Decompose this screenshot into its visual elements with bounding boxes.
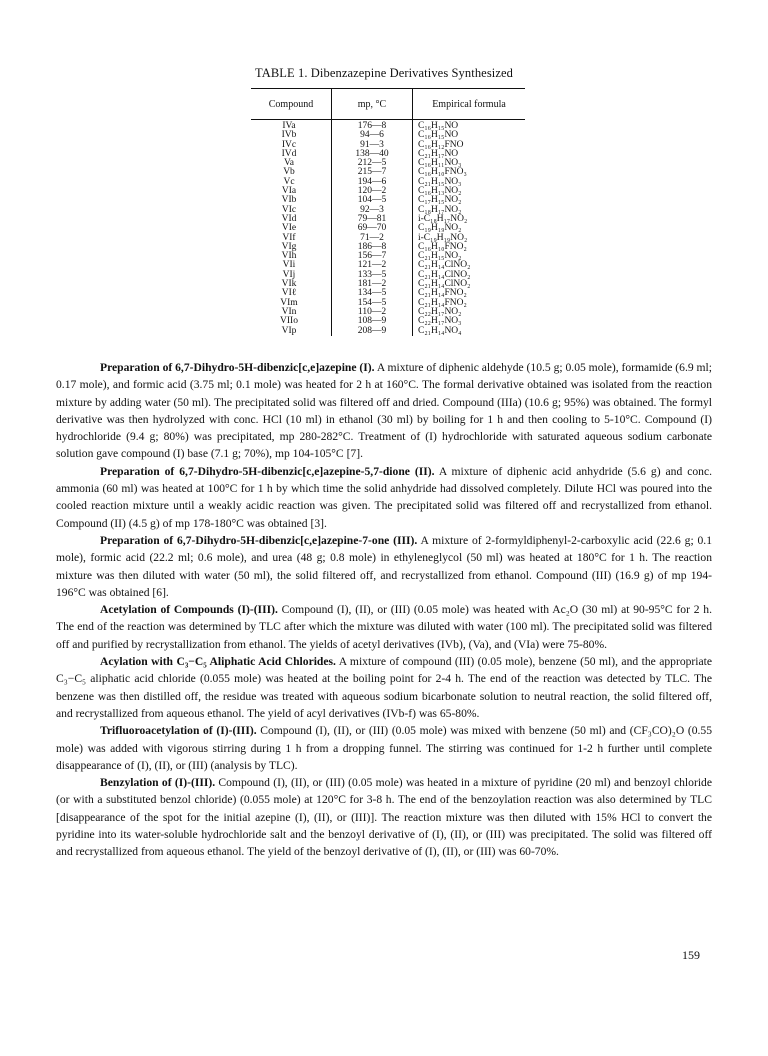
cell-mp: 181—2 bbox=[332, 280, 413, 289]
cell-compound: VIp bbox=[281, 325, 297, 336]
header-mp: mp, °C bbox=[332, 89, 413, 120]
cell-mp: 134—5 bbox=[332, 289, 413, 298]
cell-formula: C₂₁H₁₇NO bbox=[413, 150, 526, 159]
cell-compound: VIk bbox=[281, 279, 297, 290]
paragraph-text: A mixture of 2-formyldiphenyl-2-carboxylic acid (22.6 g; 0.1 mole), formic acid (22.2 ml; 0.6 mole), and urea (48 g; 0.8 mole) in ethyleneglycol (50 ml) was heated at 180°C for 1 h. The reaction mixture was then diluted with water (50 ml), the solid filtered off, and recrystallized from ethanol. Compound (III) (16.9 g) of mp 194-196°C was obtained [6]. bbox=[56, 533, 713, 599]
cell-formula: C₁₆H₁₁NO₃ bbox=[413, 159, 526, 168]
cell-formula: C₁₆H₁₃NO₂ bbox=[413, 187, 526, 196]
cell-mp: 92—3 bbox=[332, 206, 413, 215]
paragraph-heading: Acylation with C₃−C₅ Aliphatic Acid Chlorides. bbox=[100, 655, 336, 669]
cell-mp: 108—9 bbox=[332, 317, 413, 326]
header-formula: Empirical formula bbox=[413, 89, 526, 120]
cell-compound: VIi bbox=[282, 260, 296, 271]
paragraph-heading: Preparation of 6,7-Dihydro-5H-dibenzic[c,e]azepine-7-one (III). bbox=[100, 533, 418, 547]
cell-formula: C₁₆H₁₀FNO₃ bbox=[413, 168, 526, 177]
cell-formula: C₂₂H₁₇NO₂ bbox=[413, 308, 526, 317]
page-number: 159 bbox=[682, 948, 700, 962]
table-row bbox=[251, 327, 525, 336]
cell-formula: C₂₁H₁₄FNO₂ bbox=[413, 299, 526, 308]
cell-formula: C₂₁H₁₅NO₂ bbox=[413, 252, 526, 261]
cell-compound: Va bbox=[283, 158, 295, 169]
paragraph-text: A mixture of diphenic aldehyde (10.5 g; 0.05 mole), formamide (6.9 ml; 0.17 mole), and formic acid (3.75 ml; 0.1 mole) was heated for 2 h at 160°C. The formal derivative obtained was isolated from the reaction mixture by adding water (50 ml). The precipitated solid was filtered off and dried. Compound (IIIa) (10.6 g; 95%) was obtained. The formyl derivative was then hydrolyzed with conc. HCl (10 ml) in ethanol (30 ml) by boiling for 1 h and then cooling to 5-10°C. Compound (I) hydrochloride (9.4 g; 80%) was precipitated, mp 280-282°C. Treatment of (I) hydrochloride with saturated aqueous sodium carbonate solution gave compound (I) base (7.1 g; 70%), mp 104-105°C [7]. bbox=[56, 361, 712, 461]
table-body bbox=[251, 120, 525, 336]
cell-formula: C₂₁H₁₅NO₃ bbox=[413, 178, 526, 187]
paragraph bbox=[56, 722, 712, 774]
cell-compound: VIc bbox=[281, 204, 297, 215]
cell-mp: 176—8 bbox=[332, 120, 413, 132]
paragraph bbox=[56, 653, 712, 722]
cell-compound: VIj bbox=[282, 269, 296, 280]
paragraph bbox=[56, 463, 712, 532]
header-compound: Compound bbox=[251, 89, 332, 120]
table-header-row bbox=[251, 89, 525, 120]
cell-mp: 154—5 bbox=[332, 299, 413, 308]
cell-compound: VIe bbox=[281, 223, 297, 234]
cell-compound: Vc bbox=[283, 176, 295, 187]
paragraph-heading: Trifluoroacetylation of (I)-(III). bbox=[100, 724, 257, 738]
cell-compound: VIb bbox=[281, 195, 297, 206]
cell-mp: 79—81 bbox=[332, 215, 413, 224]
cell-compound: VIm bbox=[280, 297, 298, 308]
paragraph-heading: Acetylation of Compounds (I)-(III). bbox=[100, 603, 278, 617]
paragraph bbox=[56, 532, 712, 601]
cell-mp: 120—2 bbox=[332, 187, 413, 196]
paragraph-heading: Benzylation of (I)-(III). bbox=[100, 776, 216, 790]
paragraph-text: Compound (I), (II), or (III) (0.05 mole) was heated with Ac₂O (30 ml) at 90-95°C for 2 h. The end of the reaction was determined by TLC after which the mixture was diluted with water (100 ml). The precipitated solid was filtered off and purified by recrystallization from ethanol. The yields of acetyl derivatives (IVb), (Va), and (VIa) were 75-80%. bbox=[56, 603, 713, 651]
paragraph-heading: Preparation of 6,7-Dihydro-5H-dibenzic[c,e]azepine (I). bbox=[100, 361, 375, 374]
cell-mp: 215—7 bbox=[332, 168, 413, 177]
cell-mp: 71—2 bbox=[332, 234, 413, 243]
paragraph bbox=[56, 359, 712, 463]
cell-formula: C₁₆H₁₅NO bbox=[413, 131, 526, 140]
cell-compound: IVc bbox=[281, 139, 297, 150]
cell-mp: 91—3 bbox=[332, 141, 413, 150]
cell-formula: C₁₉H₁₉NO₂ bbox=[413, 224, 526, 233]
cell-mp: 208—9 bbox=[332, 327, 413, 336]
cell-formula: C₂₁H₁₄FNO₂ bbox=[413, 289, 526, 298]
cell-mp: 69—70 bbox=[332, 224, 413, 233]
cell-formula: C₂₁H₁₄ClNO₂ bbox=[413, 280, 526, 289]
cell-compound: VIh bbox=[281, 251, 297, 262]
cell-formula: C₁₇H₁₅NO₂ bbox=[413, 196, 526, 205]
cell-compound: VIn bbox=[281, 306, 297, 317]
cell-mp: 110—2 bbox=[332, 308, 413, 317]
cell-mp: 94—6 bbox=[332, 131, 413, 140]
cell-formula: C₂₁H₁₄NO₄ bbox=[413, 327, 526, 336]
derivatives-table bbox=[251, 88, 525, 336]
cell-formula: i-C₁₈H₁₇NO₂ bbox=[413, 215, 526, 224]
cell-mp: 194—6 bbox=[332, 178, 413, 187]
paragraph bbox=[56, 774, 712, 860]
cell-mp: 156—7 bbox=[332, 252, 413, 261]
cell-formula: C₁₆H₁₅NO bbox=[413, 120, 526, 132]
cell-mp: 212—5 bbox=[332, 159, 413, 168]
table-title: TABLE 1. Dibenzazepine Derivatives Synthesized bbox=[254, 66, 514, 80]
cell-compound: IVa bbox=[282, 121, 296, 131]
paragraph-text: A mixture of compound (III) (0.05 mole), benzene (50 ml), and the appropriate C₃−C₅ aliphatic acid chloride (0.055 mole) was heated at the boiling point for 2-4 h. The end of the reaction was detected by TLC. The benzene was then distilled off, the residue was treated with aqueous sodium bicarbonate solution to neutral reaction, the solid filtered off, and recrystallized from aqueous ethanol. The yield of acyl derivatives (IVb-f) was 65-80%. bbox=[56, 655, 713, 720]
cell-mp: 186—8 bbox=[332, 243, 413, 252]
cell-formula: C₂₁H₁₄ClNO₂ bbox=[413, 261, 526, 270]
paragraph-text: Compound (I), (II), or (III) (0.05 mole) was heated in a mixture of pyridine (20 ml) and benzoyl chloride (or with a substituted benzol chloride) (0.055 mole) at 120°C for 3-8 h. The end of the benzoylation reaction was also determined by TLC [disappearance of the spot for the initial azepine (I), (II), or (III)]. The reaction mixture was then diluted with 15% HCl to convert the pyridine into its water-soluble hydrochloride salt and the benzoyl derivative of (I), (II), or (III) was precipitated. The solid was filtered off and recrystallized from aqueous ethanol. The yield of the benzoyl derivative of (I), (II), or (III) was 60-70%. bbox=[56, 776, 712, 859]
cell-compound: IVb bbox=[281, 130, 297, 141]
cell-compound: VIIo bbox=[280, 316, 298, 327]
cell-mp: 104—5 bbox=[332, 196, 413, 205]
cell-formula: C₁₆H₁₀FNO₂ bbox=[413, 243, 526, 252]
cell-formula: C₁₈H₁₇NO₂ bbox=[413, 206, 526, 215]
paragraph-heading: Preparation of 6,7-Dihydro-5H-dibenzic[c,e]azepine-5,7-dione (II). bbox=[100, 464, 435, 478]
cell-compound: VIf bbox=[282, 232, 296, 243]
cell-compound: IVd bbox=[281, 148, 297, 159]
cell-formula: C₂₁H₁₄ClNO₂ bbox=[413, 271, 526, 280]
cell-formula: i-C₁₉H₁₉NO₂ bbox=[413, 234, 526, 243]
cell-mp: 133—5 bbox=[332, 271, 413, 280]
paragraph bbox=[56, 601, 712, 653]
body-text bbox=[56, 359, 712, 861]
cell-compound: VIg bbox=[281, 241, 297, 252]
cell-mp: 121—2 bbox=[332, 261, 413, 270]
cell-compound: VId bbox=[281, 213, 297, 224]
cell-formula: C₂₂H₁₇NO₃ bbox=[413, 317, 526, 326]
cell-compound: VIa bbox=[281, 186, 297, 197]
cell-mp: 138—40 bbox=[332, 150, 413, 159]
cell-formula: C₁₆H₁₂FNO bbox=[413, 141, 526, 150]
paragraph-text: A mixture of diphenic acid anhydride (5.6 g) and conc. ammonia (60 ml) was heated at 100°C for 1 h by which time the solid anhydride had dissolved completely. Dilute HCl was poured into the cooled reaction mixture until a weakly acidic reaction was given. The precipitated solid was filtered off and recrystallized from ethanol. Compound (II) (4.5 g) of mp 178-180°C was obtained [3]. bbox=[56, 464, 712, 530]
cell-compound: Vb bbox=[283, 167, 295, 178]
cell-compound: VIℓ bbox=[281, 288, 297, 299]
paragraph-text: Compound (I), (II), or (III) (0.05 mole) was mixed with benzene (50 ml) and (CF₃CO)₂O (0.55 mole) was added with vigorous stirring during 1 h from a dropping funnel. The stirring was continued for 1-2 h further until complete disappearance of (I), (II), or (III) (analysis by TLC). bbox=[56, 724, 712, 772]
